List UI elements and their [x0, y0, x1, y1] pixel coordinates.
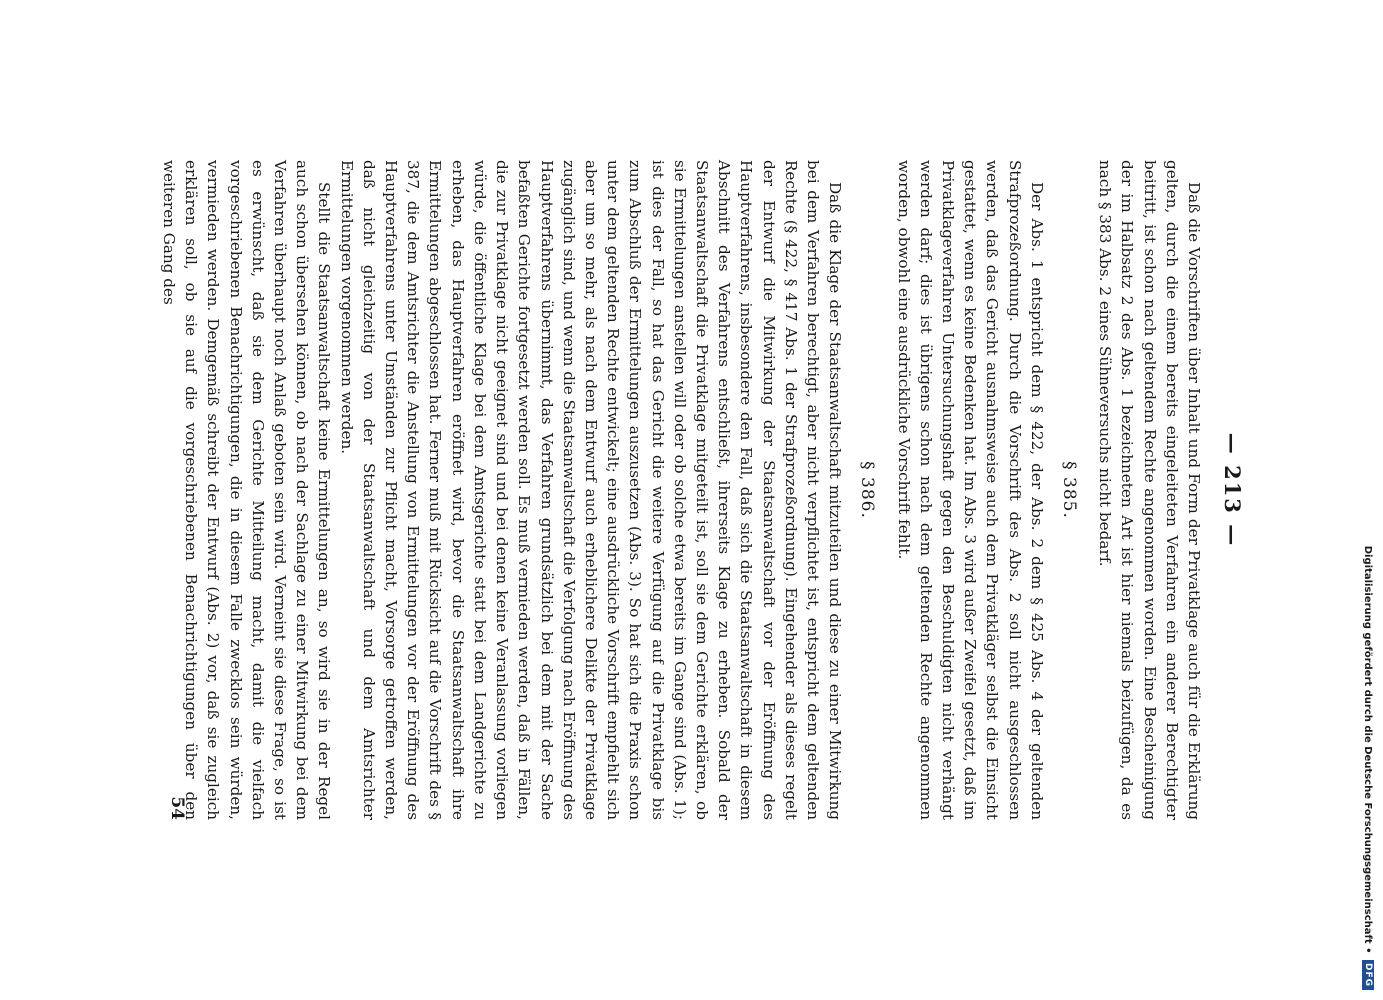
- signature-mark: 54: [167, 796, 187, 820]
- section-heading-386: § 386.: [857, 461, 878, 519]
- dfg-logo-icon: DFG: [1362, 960, 1374, 990]
- funding-note-text: Digitalisierung gefördert durch die Deutsche Forschungsgemeinschaft: [1362, 545, 1374, 944]
- paragraph-385: Der Abs. 1 entspricht dem § 422, der Abs. 2 dem § 425 Abs. 4 der geltenden Strafprozeßordnung. Durch die Vorschrift des Abs. 2 soll nicht ausgeschlossen werden, daß das Gericht ausnahmsweise auch dem Privatkläger selbst die Einsicht gestattet, wenn es keine Bedenken hat. Im Abs. 3 wird außer Zweifel gesetzt, daß im Privatklageverfahren Untersuchungshaft gegen den Beschuldigten nicht verhängt werden darf; dies ist übrigens schon nach dem geltenden Rechte angenommen worden, obwohl eine ausdrückliche Vorschrift fehlt.: [894, 160, 1046, 820]
- paragraph-386-1: Daß die Klage der Staatsanwaltschaft mitzuteilen und diese zu einer Mitwirkung bei dem Verfahren berechtigt, aber nicht verpflichtet ist, entspricht dem geltenden Rechte (§ 422, § 417 Abs. 1 der Strafprozeßordnung). Eingehender als dieses regelt der Entwurf die Mitwirkung der Staatsanwaltschaft vor der Eröffnung des Hauptverfahrens, insbesondere den Fall, daß sich die Staatsanwaltschaft in diesem Abschnitt des Verfahrens entschließt, ihrerseits Klage zu erheben. Sobald der Staatsanwaltschaft die Privatklage mitgeteilt ist, soll sie dem Gerichte erklären, ob sie Ermittelungen anstellen will oder ob solche etwa bereits im Gange sind (Abs. 1); ist dies der Fall, so hat das Gericht die weitere Verfügung auf die Privatklage bis zum Abschluß der Ermittelungen auszusetzen (Abs. 3). So hat sich die Praxis schon unter dem geltenden Rechte entwickelt; eine ausdrückliche Vorschrift empfiehlt sich aber um so mehr, als nach dem Entwurf auch erheblichere Delikte der Privatklage zugänglich sind, und wenn die Staatsanwaltschaft die Verfolgung nach Eröffnung des Hauptverfahrens übernimmt, das Verfahren grundsätzlich bei dem mit der Sache befaßten Gerichte fortgesetzt werden soll. Es muß vermieden werden, daß in Fällen, die zur Privatklage nicht geeignet sind und bei denen keine Veranlassung vorliegen würde, die öffentliche Klage bei dem Amtsgerichte statt bei dem Landgerichte zu erheben, das Hauptverfahren eröffnet wird, bevor die Staatsanwaltschaft ihre Ermittelungen abgeschlossen hat. Ferner muß mit Rücksicht auf die Vorschrift des § 387, die dem Amtsrichter die Anstellung von Ermittelungen vor der Eröffnung des Hauptverfahrens unter Umständen zur Pflicht macht, Vorsorge getroffen werden, daß nicht gleichzeitig von der Staatsanwaltschaft und dem Amtsrichter Ermittelungen vorgenommen werden.: [337, 160, 845, 820]
- funding-note: Digitalisierung gefördert durch die Deutsche Forschungsgemeinschaft • DFG: [1358, 10, 1380, 990]
- paragraph-386-2: Stellt die Staatsanwaltschaft keine Ermittelungen an, so wird sie in der Regel auch schon übersehen können, ob nach der Sachlage zu einer Mitwirkung bei dem Verfahren überhaupt noch Anlaß geboten sein wird. Verneint sie diese Frage, so ist es erwünscht, daß sie dem Gerichte Mitteilung macht, damit die vielfach vorgeschriebenen Benachrichtigungen, die in diesem Falle zwecklos sein würden, vermieden werden. Demgemäß schreibt der Entwurf (Abs. 2) vor, daß sie zugleich erklären soll, ob sie auf die vorgeschriebenen Benachrichtigungen über den weiteren Gang des: [160, 160, 334, 820]
- document-page: [145, 160, 1245, 820]
- section-heading-385: § 385.: [1058, 461, 1079, 519]
- paragraph-383: Daß die Vorschriften über Inhalt und Form der Privatklage auch für die Erklärung gelten, durch die einem bereits eingeleiteten Verfahren ein anderer Berechtigter beitritt, ist schon nach geltendem Rechte angenommen worden. Eine Bescheinigung der im Halbsatz 2 des Abs. 1 bezeichneten Art ist hier niemals beizufügen, da es nach § 383 Abs. 2 eines Sühneversuchs nicht bedarf.: [1096, 160, 1203, 820]
- page-number-header: — 213 —: [1220, 432, 1245, 548]
- body-text: [158, 160, 1205, 820]
